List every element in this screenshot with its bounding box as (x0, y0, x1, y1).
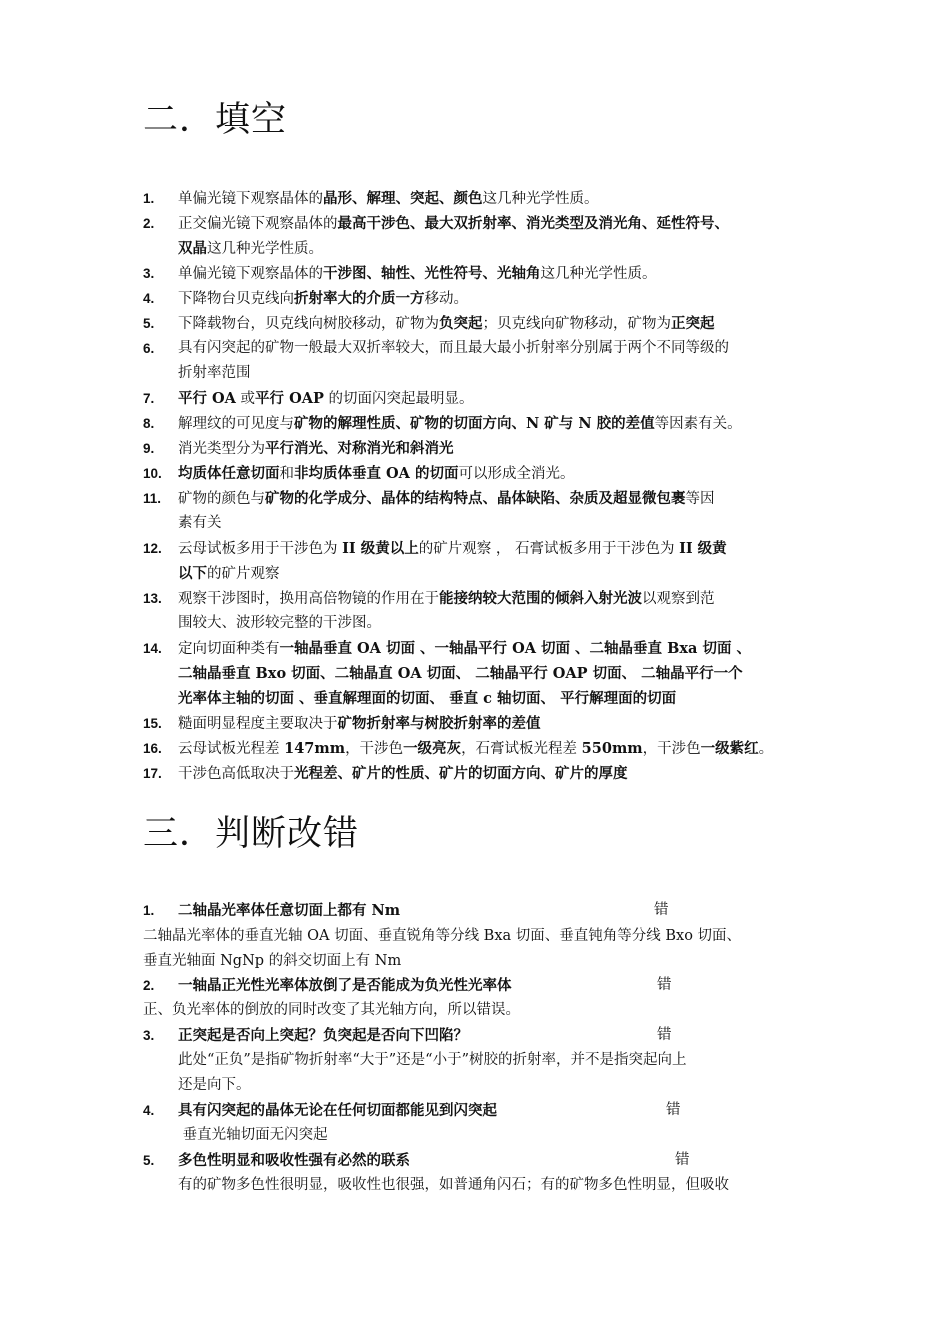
item-question (178, 1148, 818, 1174)
text-line (178, 511, 818, 536)
explanation (178, 1123, 328, 1148)
answer-text: 矿物的化学成分、晶体的结构特点、晶体缺陷、杂质及超显微包裹 (265, 490, 686, 507)
text-line (178, 211, 818, 236)
explanation (143, 998, 520, 1023)
prompt-text: 单偏光镜下观察晶体的 (178, 191, 323, 207)
prompt-text: 观察干涉图时，换用高倍物镜的作用在于 (178, 591, 439, 607)
text-line (178, 686, 818, 711)
text-line (178, 286, 818, 311)
item-number: 13. (143, 591, 162, 606)
item-number: 6. (143, 341, 155, 356)
text-line (178, 236, 818, 261)
answer-text: 一级紫红 (700, 740, 759, 757)
prompt-text: 这几种光学性质。 (482, 191, 599, 207)
item-number: 17. (143, 766, 162, 781)
answer-text: 550mm (581, 740, 643, 757)
answer-text: 最高干涉色、最大双折射率、消光类型及消光角、延性符号、 (337, 215, 729, 232)
text-line (178, 261, 818, 286)
item-text (178, 736, 818, 761)
item-text (178, 536, 818, 586)
item-number: 4. (143, 1103, 155, 1118)
answer-text: II 级黄 (679, 540, 727, 557)
item-text (178, 436, 818, 461)
verdict-mark: 错 (657, 1027, 672, 1043)
answer-text: 负突起 (439, 315, 483, 332)
answer-text: 平行 OA (178, 390, 236, 407)
explanation-line: 还是向下。 (178, 1077, 251, 1093)
prompt-text: 移动。 (424, 291, 468, 307)
text-line (178, 386, 818, 411)
explanation (143, 924, 741, 974)
prompt-text: 或 (235, 391, 256, 407)
item-number: 10. (143, 466, 162, 481)
question-text: 正突起是否向上突起？负突起是否向下凹陷？ (178, 1027, 468, 1044)
prompt-text: 矿物的颜色与 (178, 491, 265, 507)
text-line (178, 361, 818, 386)
text-line (178, 186, 818, 211)
item-question (178, 973, 818, 999)
item-number: 12. (143, 541, 162, 556)
text-line (178, 561, 818, 586)
answer-text: 光程差、矿片的性质、矿片的切面方向、矿片的厚度 (294, 765, 628, 782)
answer-text: 矿物折射率与树胶折射率的差值 (337, 715, 541, 732)
question-text: 一轴晶正光性光率体放倒了是否能成为负光性光率体 (178, 977, 512, 994)
answer-text: 晶形、解理、突起、颜色 (323, 190, 483, 207)
text-line (178, 736, 818, 761)
item-number: 11. (143, 491, 162, 506)
prompt-text: 定向切面种类有 (178, 641, 280, 657)
prompt-text: 糙面明显程度主要取决于 (178, 716, 338, 732)
prompt-text: 这几种光学性质。 (540, 266, 657, 282)
item-number: 4. (143, 291, 155, 306)
item-text (178, 461, 818, 486)
text-line (178, 636, 818, 661)
text-line (178, 661, 818, 686)
prompt-text: 云母试板光程差 (178, 741, 285, 757)
text-line (178, 711, 818, 736)
text-line (178, 586, 818, 611)
item-question (178, 1098, 818, 1124)
prompt-text: 下降物台贝克线向 (178, 291, 294, 307)
prompt-text: 的切面闪突起最明显。 (323, 391, 474, 407)
item-number: 3. (143, 266, 155, 281)
explanation-line: 垂直光轴面 NgNp 的斜交切面上有 Nm (143, 953, 402, 969)
prompt-text: 等因 (685, 491, 715, 507)
answer-text: 二轴晶垂直 Bxo 切面、二轴晶直 OA 切面、 二轴晶平行 OAP 切面、 二轴晶平行一个 (178, 665, 743, 682)
item-number: 9. (143, 441, 155, 456)
prompt-text: 折射率范围 (178, 365, 251, 381)
answer-text: 干涉图、轴性、光性符号、光轴角 (323, 265, 541, 282)
prompt-text: 。 (758, 741, 774, 757)
item-text (178, 761, 818, 786)
item-number: 5. (143, 316, 155, 331)
section-heading-fill-blank: 二．填空 (143, 100, 288, 140)
prompt-text: 正交偏光镜下观察晶体的 (178, 216, 338, 232)
item-text (178, 411, 818, 436)
answer-text: 平行 OAP (255, 390, 324, 407)
verdict-mark: 错 (654, 902, 669, 918)
answer-text: 一轴晶垂直 OA 切面 、一轴晶平行 OA 切面 、二轴晶垂直 Bxa 切面 、 (279, 640, 751, 657)
explanation-line: 有的矿物多色性很明显，吸收性也很强，如普通角闪石；有的矿物多色性明显，但吸收 (178, 1177, 729, 1193)
text-line (178, 311, 818, 336)
item-question (178, 1023, 818, 1049)
answer-text: 均质体任意切面 (178, 465, 280, 482)
question-text: 二轴晶光率体任意切面上都有 Nm (178, 902, 401, 919)
prompt-text: 可以形成全消光。 (458, 466, 575, 482)
item-number: 1. (143, 903, 155, 918)
prompt-text: 这几种光学性质。 (207, 241, 323, 257)
item-text (178, 711, 818, 736)
answer-text: 矿物的解理性质、矿物的切面方向、N 矿与 N 胶的差值 (294, 415, 655, 432)
prompt-text: 素有关 (178, 515, 222, 531)
question-text: 多色性明显和吸收性强有必然的联系 (178, 1152, 410, 1169)
item-number: 14. (143, 641, 162, 656)
verdict-mark: 错 (675, 1152, 690, 1168)
item-text (178, 261, 818, 286)
explanation (178, 1173, 729, 1198)
item-number: 7. (143, 391, 155, 406)
section-heading-true-false: 三．判断改错 (143, 814, 360, 854)
item-number: 15. (143, 716, 162, 731)
prompt-text: 等因素有关。 (654, 416, 742, 432)
answer-text: 双晶 (178, 240, 207, 257)
text-line (178, 461, 818, 486)
prompt-text: 云母试板多用于干涉色为 (178, 541, 343, 557)
text-line (178, 336, 818, 361)
answer-text: 一级亮灰 (403, 740, 462, 757)
text-line (178, 536, 818, 561)
prompt-text: 下降载物台，贝克线向树胶移动，矿物为 (178, 316, 439, 332)
answer-text: 光率体主轴的切面 、垂直解理面的切面、 垂直 c 轴切面、 平行解理面的切面 (178, 690, 677, 707)
text-line (178, 611, 818, 636)
explanation-line: 垂直光轴切面无闪突起 (178, 1127, 328, 1143)
prompt-text: ；贝克线向矿物移动，矿物为 (482, 316, 671, 332)
prompt-text: 和 (279, 466, 294, 482)
question-text: 具有闪突起的晶体无论在任何切面都能见到闪突起 (178, 1102, 497, 1119)
explanation-line: 正、负光率体的倒放的同时改变了其光轴方向，所以错误。 (143, 1002, 520, 1018)
explanation (178, 1048, 686, 1098)
prompt-text: ，石膏试板光程差 (461, 741, 582, 757)
prompt-text: 围较大、波形较完整的干涉图。 (178, 615, 381, 631)
item-text (178, 336, 818, 386)
verdict-mark: 错 (657, 977, 672, 993)
item-number: 5. (143, 1153, 155, 1168)
answer-text: 能接纳较大范围的倾斜入射光波 (439, 590, 642, 607)
prompt-text: 以观察到范 (642, 591, 715, 607)
item-text (178, 311, 818, 336)
text-line (178, 411, 818, 436)
prompt-text: 具有闪突起的矿物一般最大双折率较大，而且最大最小折射率分别属于两个不同等级的 (178, 340, 729, 356)
answer-text: 平行消光、对称消光和斜消光 (265, 440, 454, 457)
item-question (178, 898, 818, 924)
item-number: 8. (143, 416, 155, 431)
item-number: 2. (143, 216, 155, 231)
explanation-line: 二轴晶光率体的垂直光轴 OA 切面、垂直锐角等分线 Bxa 切面、垂直钝角等分线 Bxo 切面、 (143, 928, 742, 944)
item-number: 2. (143, 978, 155, 993)
answer-text: II 级黄以上 (342, 540, 419, 557)
answer-text: 正突起 (671, 315, 715, 332)
prompt-text: 消光类型分为 (178, 441, 265, 457)
answer-text: 以下 (178, 565, 207, 582)
item-text (178, 386, 818, 411)
item-text (178, 186, 818, 211)
prompt-text: 的矿片观察 (207, 566, 280, 582)
verdict-mark: 错 (666, 1102, 681, 1118)
prompt-text: ，干涉色 (642, 741, 701, 757)
item-text (178, 486, 818, 536)
prompt-text: 的矿片观察 ， 石膏试板多用于干涉色为 (418, 541, 680, 557)
answer-text: 非均质体垂直 OA 的切面 (294, 465, 459, 482)
prompt-text: 解理纹的可见度与 (178, 416, 294, 432)
item-text (178, 211, 818, 261)
prompt-text: 单偏光镜下观察晶体的 (178, 266, 323, 282)
answer-text: 147mm (284, 740, 346, 757)
item-number: 3. (143, 1028, 155, 1043)
answer-text: 折射率大的介质一方 (294, 290, 425, 307)
text-line (178, 486, 818, 511)
item-text (178, 636, 818, 711)
item-number: 1. (143, 191, 155, 206)
item-number: 16. (143, 741, 162, 756)
text-line (178, 436, 818, 461)
prompt-text: ，干涉色 (345, 741, 404, 757)
text-line (178, 761, 818, 786)
item-text (178, 586, 818, 636)
prompt-text: 干涉色高低取决于 (178, 766, 294, 782)
item-text (178, 286, 818, 311)
explanation-line: 此处“正负”是指矿物折射率“大于”还是“小于”树胶的折射率，并不是指突起向上 (178, 1052, 687, 1068)
